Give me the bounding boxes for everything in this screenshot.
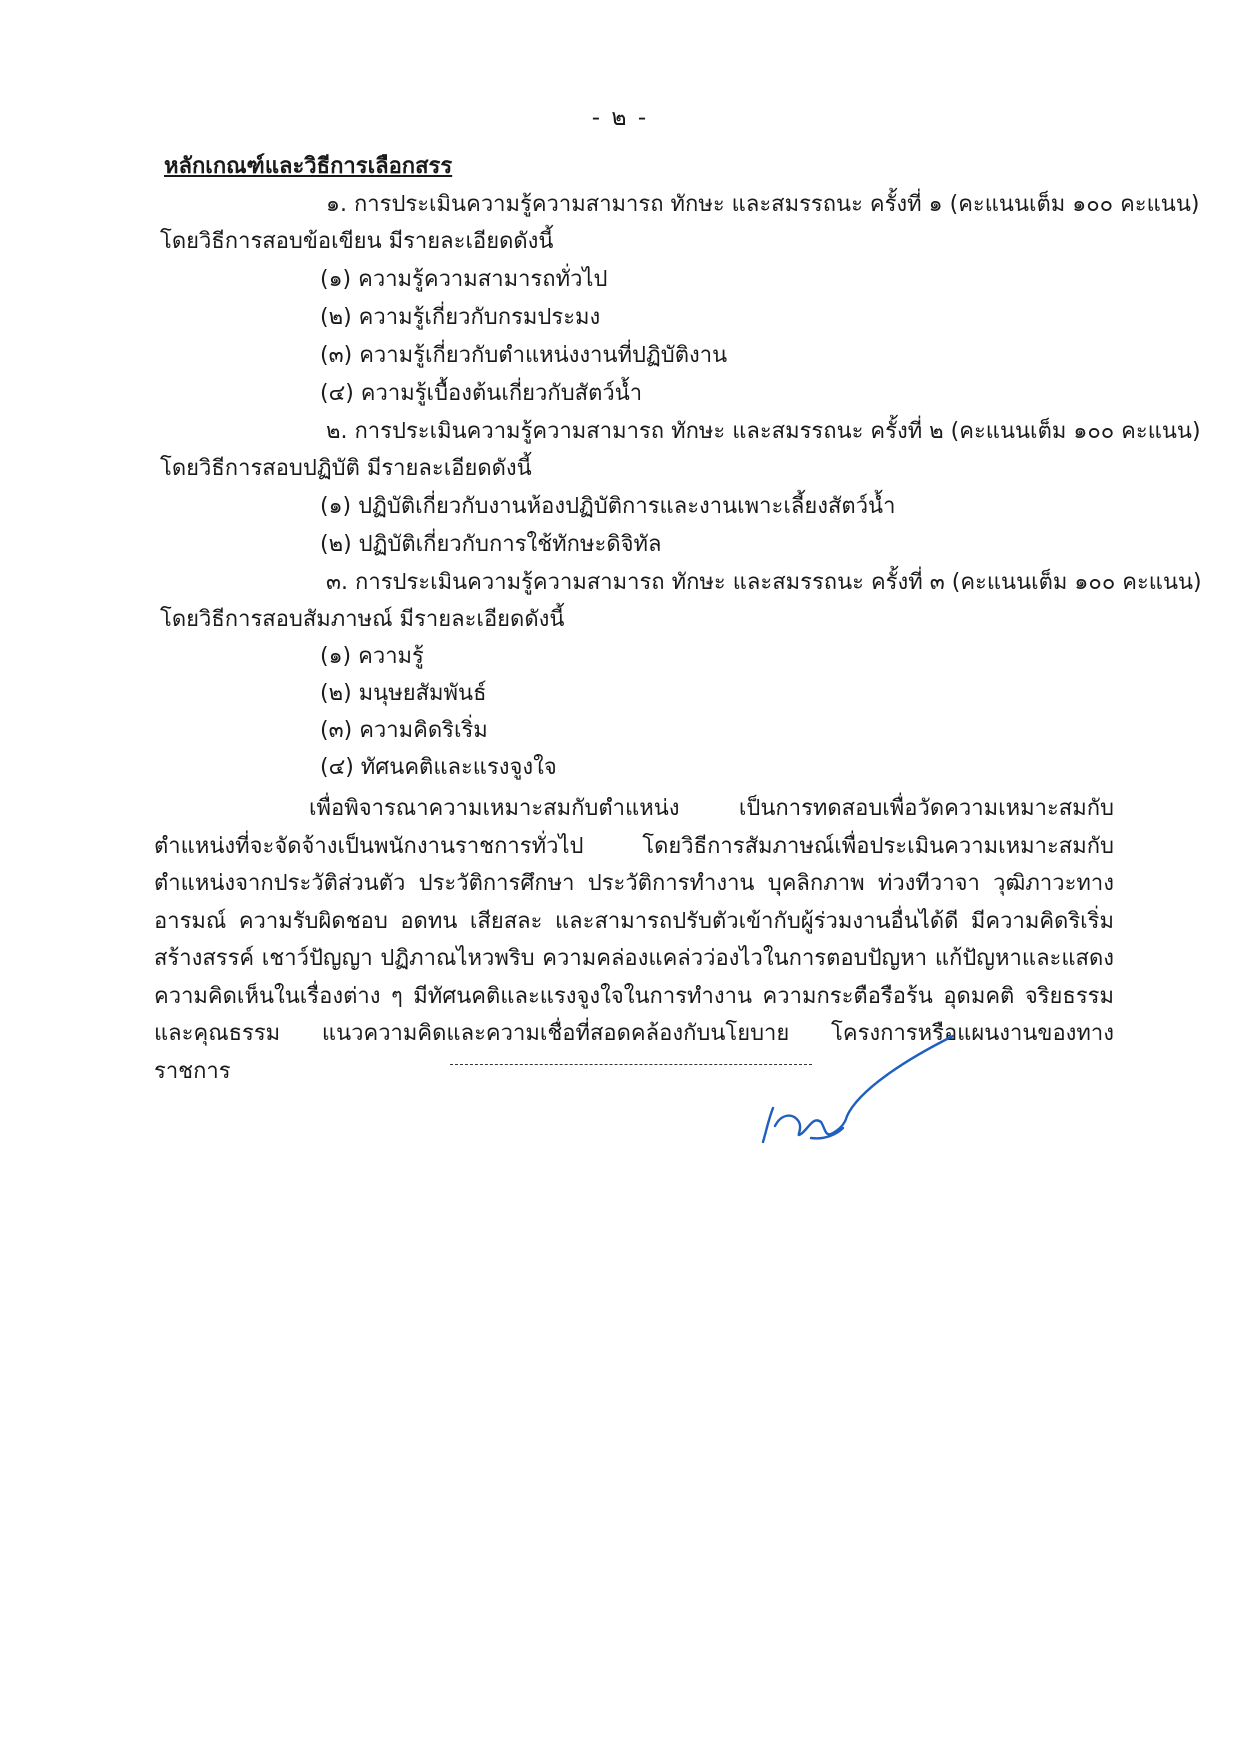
criterion-1-title: ๑. การประเมินความรู้ความสามารถ ทักษะ และสมรรถนะ ครั้งที่ ๑ (คะแนนเต็ม ๑๐๐ คะแนน) bbox=[326, 192, 1200, 217]
criterion-1-item-2: (๒) ความรู้เกี่ยวกับกรมประมง bbox=[320, 305, 601, 330]
criterion-3-item-2: (๒) มนุษยสัมพันธ์ bbox=[320, 681, 487, 706]
criterion-2-title: ๒. การประเมินความรู้ความสามารถ ทักษะ และสมรรถนะ ครั้งที่ ๒ (คะแนนเต็ม ๑๐๐ คะแนน) bbox=[326, 419, 1201, 444]
criterion-1-method: โดยวิธีการสอบข้อเขียน มีรายละเอียดดังนี้ bbox=[160, 229, 554, 254]
criterion-1-item-1: (๑) ความรู้ความสามารถทั่วไป bbox=[320, 267, 608, 292]
section-heading: หลักเกณฑ์และวิธีการเลือกสรร bbox=[164, 154, 453, 179]
criterion-2-method: โดยวิธีการสอบปฏิบัติ มีรายละเอียดดังนี้ bbox=[160, 456, 532, 481]
criterion-2-item-1: (๑) ปฏิบัติเกี่ยวกับงานห้องปฏิบัติการและงานเพาะเลี้ยงสัตว์น้ำ bbox=[320, 494, 896, 519]
criterion-1-item-3: (๓) ความรู้เกี่ยวกับตำแหน่งงานที่ปฏิบัติงาน bbox=[320, 343, 728, 368]
criterion-3-method: โดยวิธีการสอบสัมภาษณ์ มีรายละเอียดดังนี้ bbox=[160, 607, 565, 632]
criterion-3-title: ๓. การประเมินความรู้ความสามารถ ทักษะ และสมรรถนะ ครั้งที่ ๓ (คะแนนเต็ม ๑๐๐ คะแนน) bbox=[326, 570, 1202, 595]
criterion-3-item-1: (๑) ความรู้ bbox=[320, 644, 424, 669]
suitability-paragraph: เพื่อพิจารณาความเหมาะสมกับตำแหน่ง เป็นการทดสอบเพื่อวัดความเหมาะสมกับตำแหน่งที่จะจัดจ้างเป็นพนักงานราชการทั่วไป โดยวิธีการสัมภาษณ์เพื่อประเมินความเหมาะสมกับตำแหน่งจากประวัติส่วนตัว ประวัติการศึกษา ประวัติการทำงาน บุคลิกภาพ ท่วงทีวาจา วุฒิภาวะทางอารมณ์ ความรับผิดชอบ อดทน เสียสละ และสามารถปรับตัวเข้ากับผู้ร่วมงานอื่นได้ดี มีความคิดริเริ่มสร้างสรรค์ เชาว์ปัญญา ปฏิภาณไหวพริบ ความคล่องแคล่วว่องไวในการตอบปัญหา แก้ปัญหาและแสดงความคิดเห็นในเรื่องต่าง ๆ มีทัศนคติและแรงจูงใจในการทำงาน ความกระตือรือร้น อุดมคติ จริยธรรม และคุณธรรม แนวความคิดและความเชื่อที่สอดคล้องกับนโยบาย โครงการหรือแผนงานของทางราชการ bbox=[154, 796, 1114, 1084]
signature-mark bbox=[755, 1030, 985, 1170]
criterion-3-item-4: (๔) ทัศนคติและแรงจูงใจ bbox=[320, 755, 557, 780]
criterion-2-item-2: (๒) ปฏิบัติเกี่ยวกับการใช้ทักษะดิจิทัล bbox=[320, 532, 662, 557]
criterion-1-item-4: (๔) ความรู้เบื้องต้นเกี่ยวกับสัตว์น้ำ bbox=[320, 381, 643, 406]
page-number: - ๒ - bbox=[591, 105, 649, 131]
criterion-3-item-3: (๓) ความคิดริเริ่ม bbox=[320, 718, 488, 743]
